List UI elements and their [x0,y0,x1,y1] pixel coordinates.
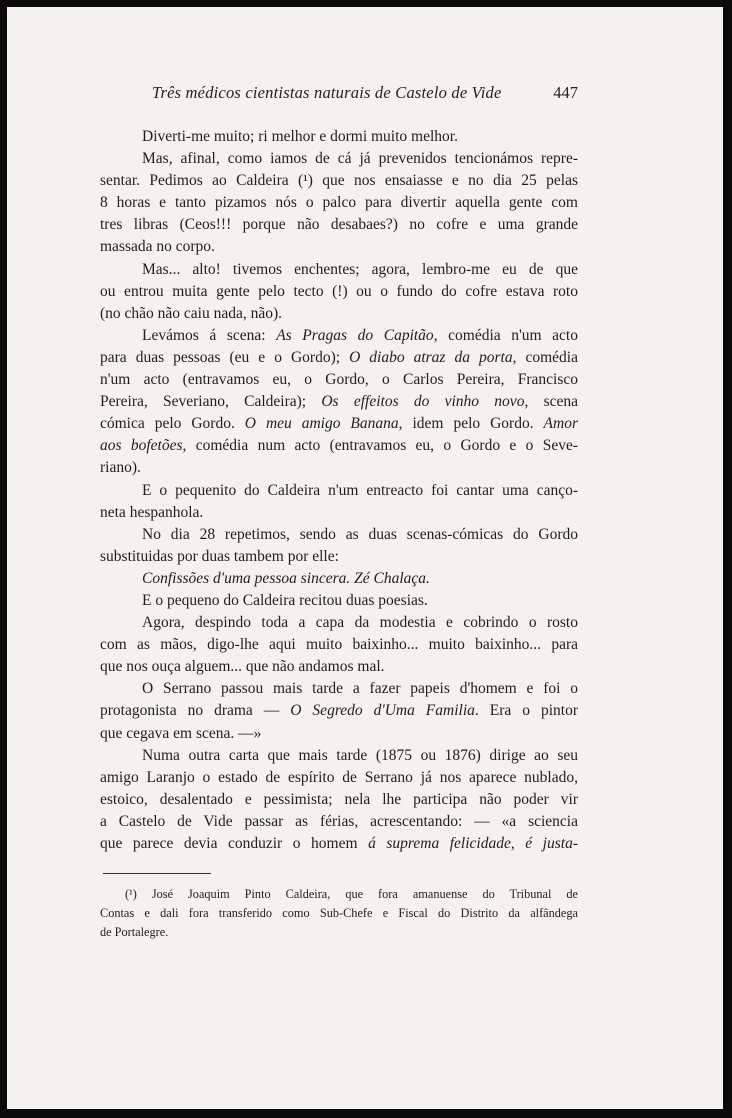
text-segment: n'um acto (entravamos eu, o Gordo, o Carlos Pereira, Francisco [100,371,578,389]
text-line [100,546,578,568]
text-segment: neta hespanhola. [100,503,204,521]
text-segment: Numa outra carta que mais tarde (1875 ou 1876) dirige ao seu [142,746,578,764]
text-segment: Pereira, Severiano, Caldeira); [100,393,322,411]
text-segment: Agora, despindo toda a capa da modestia e cobrindo o rosto [142,614,578,632]
text-line [100,214,578,236]
text-line [100,656,578,678]
text-segment: massada no corpo. [100,238,215,256]
text-line [100,259,578,281]
text-line [100,612,578,634]
italic-title-text: O diabo atraz da porta [349,348,513,366]
text-segment: Diverti-me muito; ri melhor e dormi muito melhor. [142,128,458,145]
text-segment: , comédia n'um acto [433,326,578,344]
text-line [100,745,578,767]
italic-title-text: Amor [543,415,578,433]
text-line [100,524,578,546]
text-segment: No dia 28 repetimos, sendo as duas scenas-cómicas do Gordo [142,525,578,543]
text-segment: Mas, afinal, como iamos de cá já prevenidos tencionámos repre- [142,150,578,168]
text-segment: cómica pelo Gordo. [100,415,245,433]
text-segment: ou entrou muita gente pelo tecto (!) ou o fundo do cofre estava roto [100,282,578,300]
text-segment: , comédia num acto (entravamos eu, o Gordo e o Seve- [182,437,579,455]
text-segment: Contas e dali fora transferido como Sub-Chefe e Fiscal do Distrito da alfândega [100,906,578,920]
italic-title-text: As Pragas do Capitão [276,326,434,344]
footnote-line [100,904,578,923]
text-segment: . Era o pintor [474,702,578,720]
text-line [100,435,578,457]
text-segment: , idem pelo Gordo. [398,415,544,433]
italic-title-text: á suprema felicidade, é justa- [368,835,578,852]
text-line [100,126,578,148]
text-line [100,192,578,214]
text-line [100,568,578,590]
text-segment: 8 horas e tanto pizamos nós o palco para divertir aquella gente com [100,194,578,212]
running-head-title: Três médicos cientistas naturais de Castelo de Vide [152,83,502,102]
italic-title-text: Os effeitos do vinho novo [321,393,525,411]
text-segment: Mas... alto! tivemos enchentes; agora, lembro-me eu de que [142,260,578,278]
text-segment: amigo Laranjo o estado de espírito de Serrano já nos aparece nublado, [100,768,578,786]
text-segment: , comédia [512,348,578,366]
text-segment: (no chão não caiu nada, não). [100,304,283,322]
text-line [100,413,578,435]
text-line [100,391,578,413]
text-segment: Levámos á scena: [142,326,277,344]
text-segment: protagonista no drama — [100,702,291,720]
body-text [100,126,578,855]
italic-title-text: aos bofetões [100,437,183,455]
book-page [7,7,723,1109]
text-segment: substituidas por duas tambem por elle: [100,547,339,565]
text-segment: E o pequeno do Caldeira recitou duas poesias. [142,591,428,609]
text-line [100,170,578,192]
text-segment: (¹) José Joaquim Pinto Caldeira, que fora amanuense do Tribunal de [125,887,578,901]
footnote-rule [103,873,211,874]
text-segment: riano). [100,459,141,477]
text-line [100,303,578,325]
text-line [100,148,578,170]
text-line [100,789,578,811]
text-line [100,325,578,347]
text-segment: E o pequenito do Caldeira n'um entreacto foi cantar uma canço- [142,481,578,499]
italic-title-text: O meu amigo Banana [244,415,399,433]
text-segment: , scena [524,393,579,411]
text-line [100,369,578,391]
text-line [100,281,578,303]
text-line [100,833,578,855]
text-segment: que nos ouça alguem... que não andamos mal. [100,658,385,676]
text-segment: sentar. Pedimos ao Caldeira (¹) que nos ensaiasse e no dia 25 pelas [100,172,578,190]
text-segment: O Serrano passou mais tarde a fazer papeis d'homem e foi o [142,680,578,698]
text-line [100,480,578,502]
text-line [100,723,578,745]
text-segment: para duas pessoas (eu e o Gordo); [100,348,350,366]
text-line [100,767,578,789]
text-line [100,634,578,656]
text-segment: estoico, desalentado e pessimista; nela lhe participa não poder vir [100,790,578,808]
text-segment: que cegava em scena. —» [100,724,262,742]
footnote-line [100,923,578,942]
text-line [100,811,578,833]
text-line [100,502,578,524]
footnote-line [100,885,578,904]
text-segment: que parece devia conduzir o homem [100,835,369,852]
text-line [100,347,578,369]
text-line [100,700,578,722]
text-segment: de Portalegre. [100,925,169,939]
italic-title-text: Confissões d'uma pessoa sincera. Zé Chalaça. [142,569,430,587]
text-segment: com as mãos, digo-lhe aqui muito baixinho... muito baixinho... para [100,636,578,654]
page-number: 447 [553,83,578,102]
footnote [100,885,578,942]
text-line [100,678,578,700]
text-line [100,236,578,258]
text-segment: a Castelo de Vide passar as férias, acrescentando: — «a sciencia [100,812,578,830]
text-segment: tres libras (Ceos!!! porque não desabaes?) no cofre e uma grande [100,216,578,234]
text-line [100,457,578,479]
italic-title-text: O Segredo d'Uma Familia [290,702,475,720]
text-line [100,590,578,612]
